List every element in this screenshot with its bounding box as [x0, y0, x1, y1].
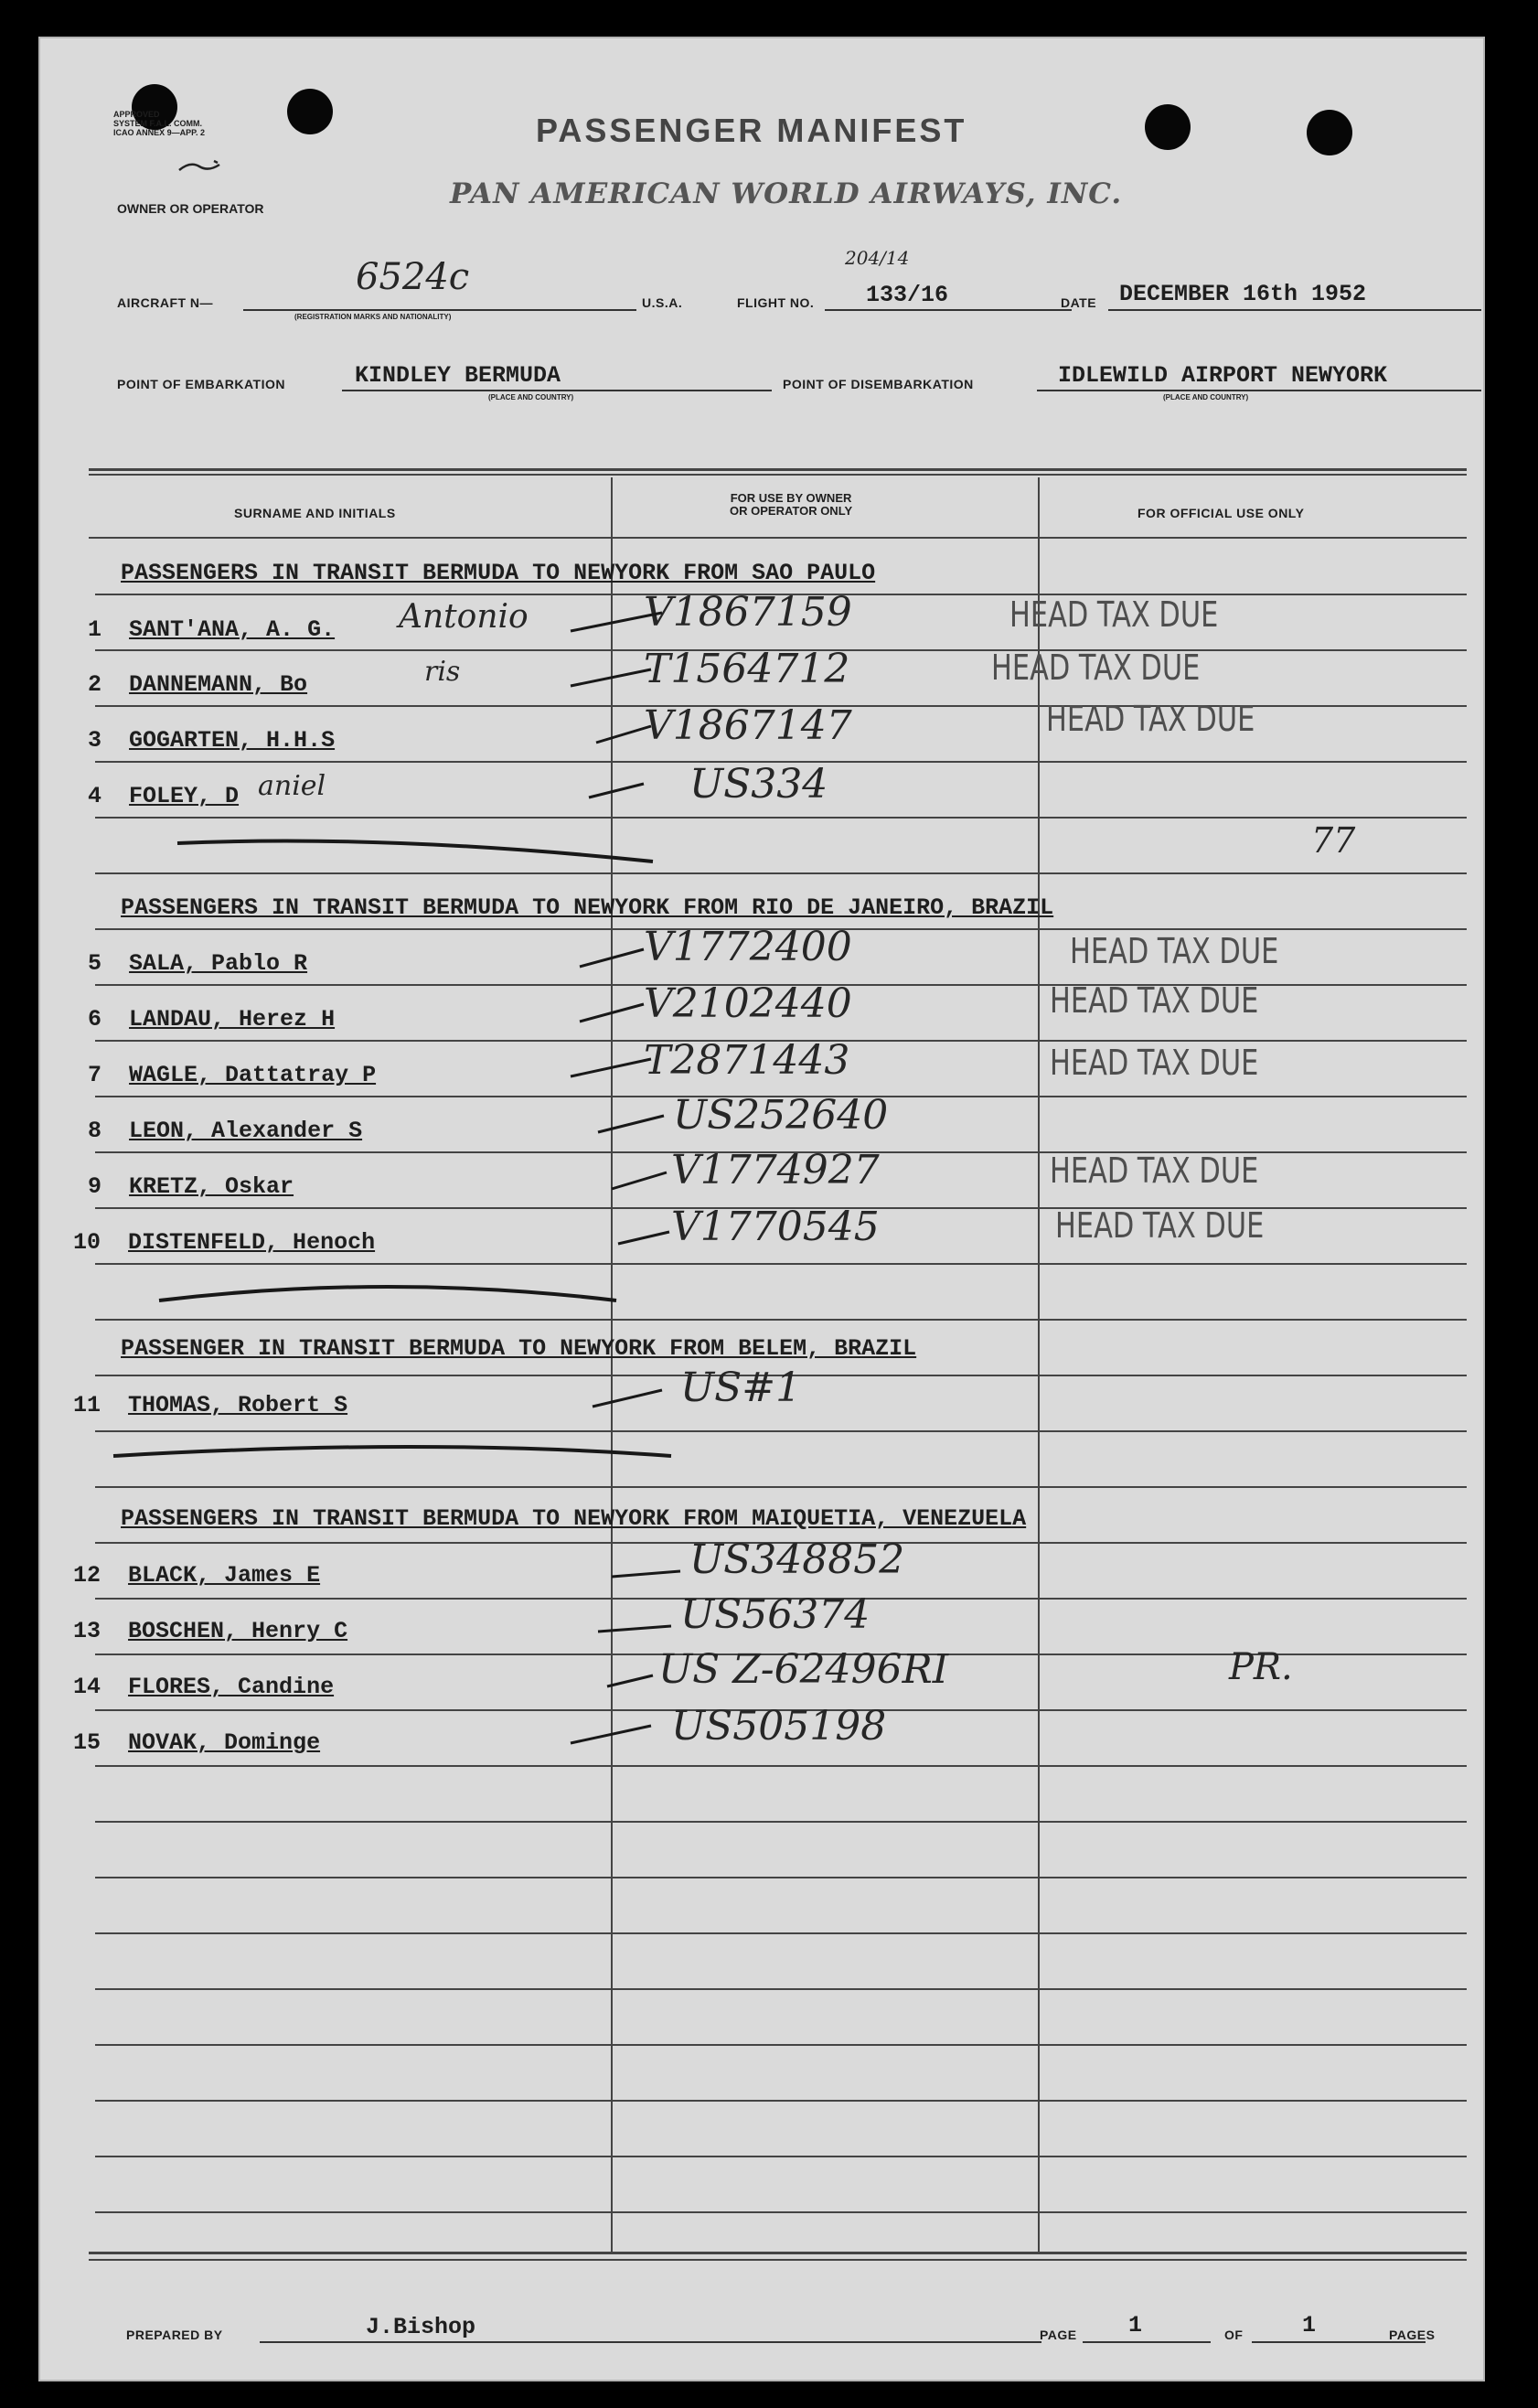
- row-number: 2: [88, 671, 102, 698]
- head-tax-stamp: HEAD TAX DUE: [1046, 699, 1255, 739]
- dash-stroke: [589, 784, 644, 797]
- embarkation-label: POINT OF EMBARKATION: [117, 377, 285, 391]
- disembarkation-value: IDLEWILD AIRPORT NEWYORK: [1058, 362, 1388, 389]
- group-divider-stroke: [177, 841, 653, 862]
- passport-number: V1772400: [644, 924, 852, 970]
- dash-stroke: [571, 613, 662, 631]
- passenger-name: BLACK, James E: [128, 1562, 321, 1589]
- passenger-name: FOLEY, D: [129, 783, 240, 809]
- passenger-name: FLORES, Candine: [128, 1674, 335, 1700]
- passenger-name: SANT'ANA, A. G.: [129, 616, 336, 643]
- group-divider-stroke: [113, 1447, 671, 1456]
- flight-value: 133/16: [866, 282, 949, 308]
- passenger-name: THOMAS, Robert S: [128, 1392, 348, 1418]
- head-tax-stamp: HEAD TAX DUE: [1050, 1150, 1259, 1191]
- of-value: 1: [1302, 2312, 1317, 2338]
- passenger-name: DISTENFELD, Henoch: [128, 1229, 376, 1256]
- row-number: 15: [73, 1729, 101, 1756]
- passport-number: T2871443: [644, 1037, 850, 1084]
- handwritten-strokes: [40, 38, 1483, 2380]
- passport-number: V1867147: [644, 702, 852, 749]
- row-number: 1: [88, 616, 102, 643]
- row-number: 13: [73, 1618, 101, 1644]
- approval-line: ICAO ANNEX 9—APP. 2: [113, 128, 206, 137]
- embarkation-caption: (PLACE AND COUNTRY): [488, 393, 574, 401]
- head-tax-stamp: HEAD TAX DUE: [1050, 1043, 1259, 1083]
- row-number: 3: [88, 727, 102, 754]
- registration-caption: (REGISTRATION MARKS AND NATIONALITY): [294, 313, 452, 321]
- page-label: PAGE: [1040, 2328, 1077, 2342]
- flight-label: FLIGHT NO.: [737, 295, 815, 310]
- head-tax-stamp: HEAD TAX DUE: [1009, 594, 1219, 635]
- head-tax-stamp: HEAD TAX DUE: [1070, 931, 1279, 971]
- form-title: PASSENGER MANIFEST: [536, 112, 967, 149]
- row-number: 10: [73, 1229, 101, 1256]
- column-header-official: FOR OFFICIAL USE ONLY: [1137, 506, 1305, 520]
- head-tax-stamp: HEAD TAX DUE: [1050, 980, 1259, 1021]
- dash-stroke: [612, 1172, 667, 1189]
- row-number: 11: [73, 1392, 101, 1418]
- approval-line: SYSTEM F.A.L. COMM.: [113, 119, 203, 128]
- passenger-name: SALA, Pablo R: [129, 950, 308, 977]
- group-divider-stroke: [159, 1287, 616, 1300]
- passport-number: US#1: [680, 1365, 802, 1411]
- passenger-name: DANNEMANN, Bo: [129, 671, 308, 698]
- column-header-surname: SURNAME AND INITIALS: [234, 506, 396, 520]
- approval-line: APPROVED: [113, 110, 160, 119]
- passenger-name: NOVAK, Dominge: [128, 1729, 321, 1756]
- dash-stroke: [596, 726, 651, 743]
- group-header-belem: PASSENGER IN TRANSIT BERMUDA TO NEWYORK FROM BELEM, BRAZIL: [121, 1335, 917, 1362]
- passenger-name: LEON, Alexander S: [129, 1118, 363, 1144]
- dash-stroke: [571, 1059, 651, 1076]
- handwritten-name: Antonio: [399, 598, 529, 636]
- airline-name: PAN AMERICAN WORLD AIRWAYS, INC.: [450, 177, 1123, 210]
- passenger-name: GOGARTEN, H.H.S: [129, 727, 336, 754]
- passport-number: V1867159: [644, 589, 852, 636]
- dash-stroke: [580, 1004, 644, 1022]
- dash-stroke: [598, 1626, 671, 1632]
- disembarkation-caption: (PLACE AND COUNTRY): [1163, 393, 1249, 401]
- passenger-name: KRETZ, Oskar: [129, 1173, 294, 1200]
- passport-number: US348852: [689, 1536, 905, 1583]
- head-tax-stamp: HEAD TAX DUE: [991, 647, 1201, 688]
- prepared-by-underline: [260, 2341, 1041, 2343]
- group-header-sao-paulo: PASSENGERS IN TRANSIT BERMUDA TO NEWYORK FROM SAO PAULO: [121, 560, 876, 586]
- dash-stroke: [612, 1571, 680, 1577]
- passport-number: V2102440: [644, 980, 852, 1027]
- aircraft-label: AIRCRAFT N—: [117, 295, 214, 310]
- aircraft-value: 6524c: [356, 256, 470, 298]
- passport-number: US334: [689, 761, 828, 808]
- pages-label: PAGES: [1389, 2328, 1436, 2342]
- row-number: 4: [88, 783, 102, 809]
- passport-number: US252640: [673, 1092, 889, 1139]
- margin-note: 77: [1311, 820, 1356, 861]
- column-header-owner-line: FOR USE BY OWNER: [730, 491, 852, 505]
- passport-number: V1774927: [671, 1147, 880, 1193]
- handwritten-name: aniel: [258, 770, 326, 802]
- page-underline: [1083, 2341, 1211, 2343]
- prepared-by-label: PREPARED BY: [126, 2328, 223, 2342]
- row-number: 9: [88, 1173, 102, 1200]
- dash-stroke: [607, 1675, 653, 1686]
- passport-number: T1564712: [644, 646, 850, 692]
- row-number: 6: [88, 1006, 102, 1033]
- group-header-rio-de-janeiro: PASSENGERS IN TRANSIT BERMUDA TO NEWYORK FROM RIO DE JANEIRO, BRAZIL: [121, 894, 1054, 921]
- dash-stroke: [571, 1726, 651, 1743]
- passport-number: V1770545: [671, 1204, 880, 1250]
- usa-label: U.S.A.: [642, 295, 683, 310]
- passenger-name: WAGLE, Dattatray P: [129, 1062, 377, 1088]
- row-number: 14: [73, 1674, 101, 1700]
- dash-stroke: [618, 1232, 669, 1244]
- group-header-maiquetia: PASSENGERS IN TRANSIT BERMUDA TO NEWYORK FROM MAIQUETIA, VENEZUELA: [121, 1505, 1027, 1532]
- owner-label: OWNER OR OPERATOR: [117, 201, 264, 216]
- dash-stroke: [593, 1390, 662, 1407]
- passport-number: US Z-62496RI: [658, 1646, 949, 1693]
- flight-note: 204/14: [845, 247, 910, 269]
- prepared-by-value: J.Bishop: [366, 2314, 476, 2340]
- row-number: 7: [88, 1062, 102, 1088]
- of-label: OF: [1224, 2328, 1244, 2342]
- row-number: 12: [73, 1562, 101, 1589]
- column-header-owner-line: OR OPERATOR ONLY: [730, 504, 853, 518]
- embarkation-value: KINDLEY BERMUDA: [355, 362, 561, 389]
- passenger-name: LANDAU, Herez H: [129, 1006, 336, 1033]
- official-note: PR.: [1229, 1646, 1293, 1688]
- manifest-sheet: [38, 37, 1485, 2381]
- row-number: 5: [88, 950, 102, 977]
- dash-stroke: [598, 1116, 664, 1132]
- passport-number: US505198: [671, 1703, 887, 1750]
- date-label: DATE: [1061, 295, 1097, 310]
- passenger-name: BOSCHEN, Henry C: [128, 1618, 348, 1644]
- head-tax-stamp: HEAD TAX DUE: [1055, 1205, 1265, 1246]
- disembarkation-label: POINT OF DISEMBARKATION: [783, 377, 974, 391]
- row-number: 8: [88, 1118, 102, 1144]
- date-value: DECEMBER 16th 1952: [1119, 281, 1367, 307]
- dash-stroke: [580, 949, 644, 967]
- passport-number: US56374: [680, 1591, 870, 1638]
- page-value: 1: [1128, 2312, 1143, 2338]
- handwritten-name: ris: [424, 656, 461, 688]
- dash-stroke: [571, 669, 651, 686]
